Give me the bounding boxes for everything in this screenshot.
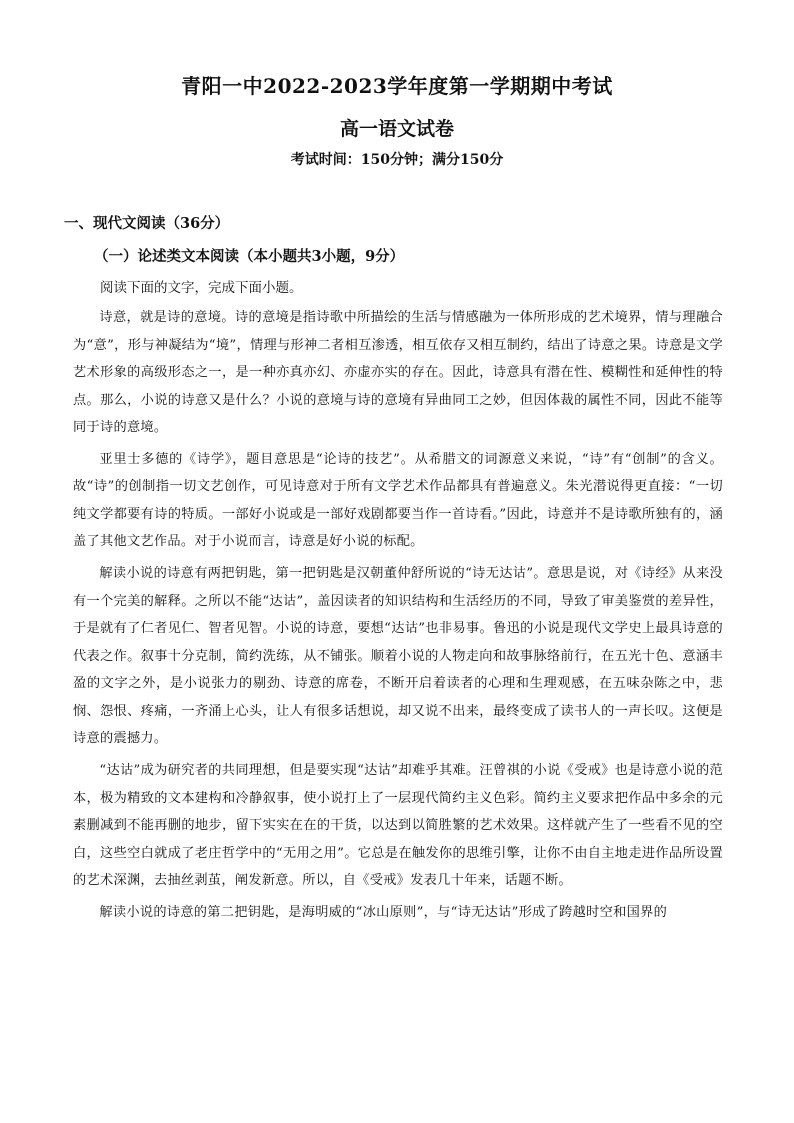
passage-paragraph: “达诂”成为研究者的共同理想，但是要实现“达诂”却难乎其难。汪曾祺的小说《受戒》也是诗意小说的范本，极为精致的文本建构和冷静叙事，使小说打上了一层现代简约主义色彩。简约主义要求把作品中多余的元素删减到不能再删的地步，留下实实在在的干货，以达到以简胜繁的艺术效果。这样就产生了一些看不见的空白，这些空白就成了老庄哲学中的“无用之用”。它总是在触发你的思维引擎，让你不由自主地走进作品所设置的艺术深渊，去抽丝剥茧，阐发新意。所以，自《受戒》发表几十年来，话题不断。 <box>73 763 723 889</box>
passage-paragraph: 解读小说的诗意有两把钥匙，第一把钥匙是汉朝董仲舒所说的“诗无达诂”。意思是说，对《诗经》从来没有一个完美的解释。之所以不能“达诂”，盖因读者的知识结构和生活经历的不同，导致了审美鉴赏的差异性，于是就有了仁者见仁、智者见智。小说的诗意，要想“达诂”也非易事。鲁迅的小说是现代文学史上最具诗意的代表之作。叙事十分克制，简约洗练，从不铺张。顺着小说的人物走向和故事脉络前行，在五光十色、意涵丰盈的文字之外，是小说张力的剔劲、诗意的席卷，不断开启着读者的心理和生理观感，在五味杂陈之中，悲悯、怨恨、疼痛，一齐涌上心头，让人有很多话想说，却又说不出来，最终变成了读书人的一声长叹。这便是诗意的震撼力。 <box>73 566 723 747</box>
reading-passage <box>73 304 723 931</box>
section-heading: 一、现代文阅读（36分） <box>64 215 230 232</box>
passage-paragraph: 亚里士多德的《诗学》，题目意思是“论诗的技艺”。从希腊文的词源意义来说，“诗”有“创制”的含义。故“诗”的创制指一切文艺创作，可见诗意对于所有文学艺术作品都具有普遍意义。朱光潜说得更直接：“一切纯文学都要有诗的特质。一部好小说或是一部好戏剧都要当作一首诗看。”因此，诗意并不是诗歌所独有的，涵盖了其他文艺作品。对于小说而言，诗意是好小说的标配。 <box>73 451 723 550</box>
reading-instruction: 阅读下面的文字，完成下面小题。 <box>100 280 303 296</box>
exam-title: 青阳一中2022-2023学年度第一学期期中考试 <box>181 74 613 98</box>
passage-paragraph: 诗意，就是诗的意境。诗的意境是指诗歌中所描绘的生活与情感融为一体所形成的艺术境界，情与理融合为“意”，形与神凝结为“境”，情理与形神二者相互渗透，相互依存又相互制约，结出了诗意之果。诗意是文学艺术形象的高级形态之一，是一种亦真亦幻、亦虚亦实的存在。因此，诗意具有潜在性、模糊性和延伸性的特点。那么，小说的诗意又是什么？小说的意境与诗的意境有异曲同工之妙，但因体裁的属性不同，因此不能等同于诗的意境。 <box>73 310 723 435</box>
exam-subtitle: 高一语文试卷 <box>339 118 454 140</box>
passage-paragraph: 解读小说的诗意的第二把钥匙，是海明威的“冰山原则”，与“诗无达诂”形成了跨越时空和国界的 <box>99 905 668 921</box>
exam-time-score: 考试时间：150分钟；满分150分 <box>290 152 504 168</box>
subsection-heading: （一）论述类文本阅读（本小题共3小题，9分） <box>94 248 405 265</box>
